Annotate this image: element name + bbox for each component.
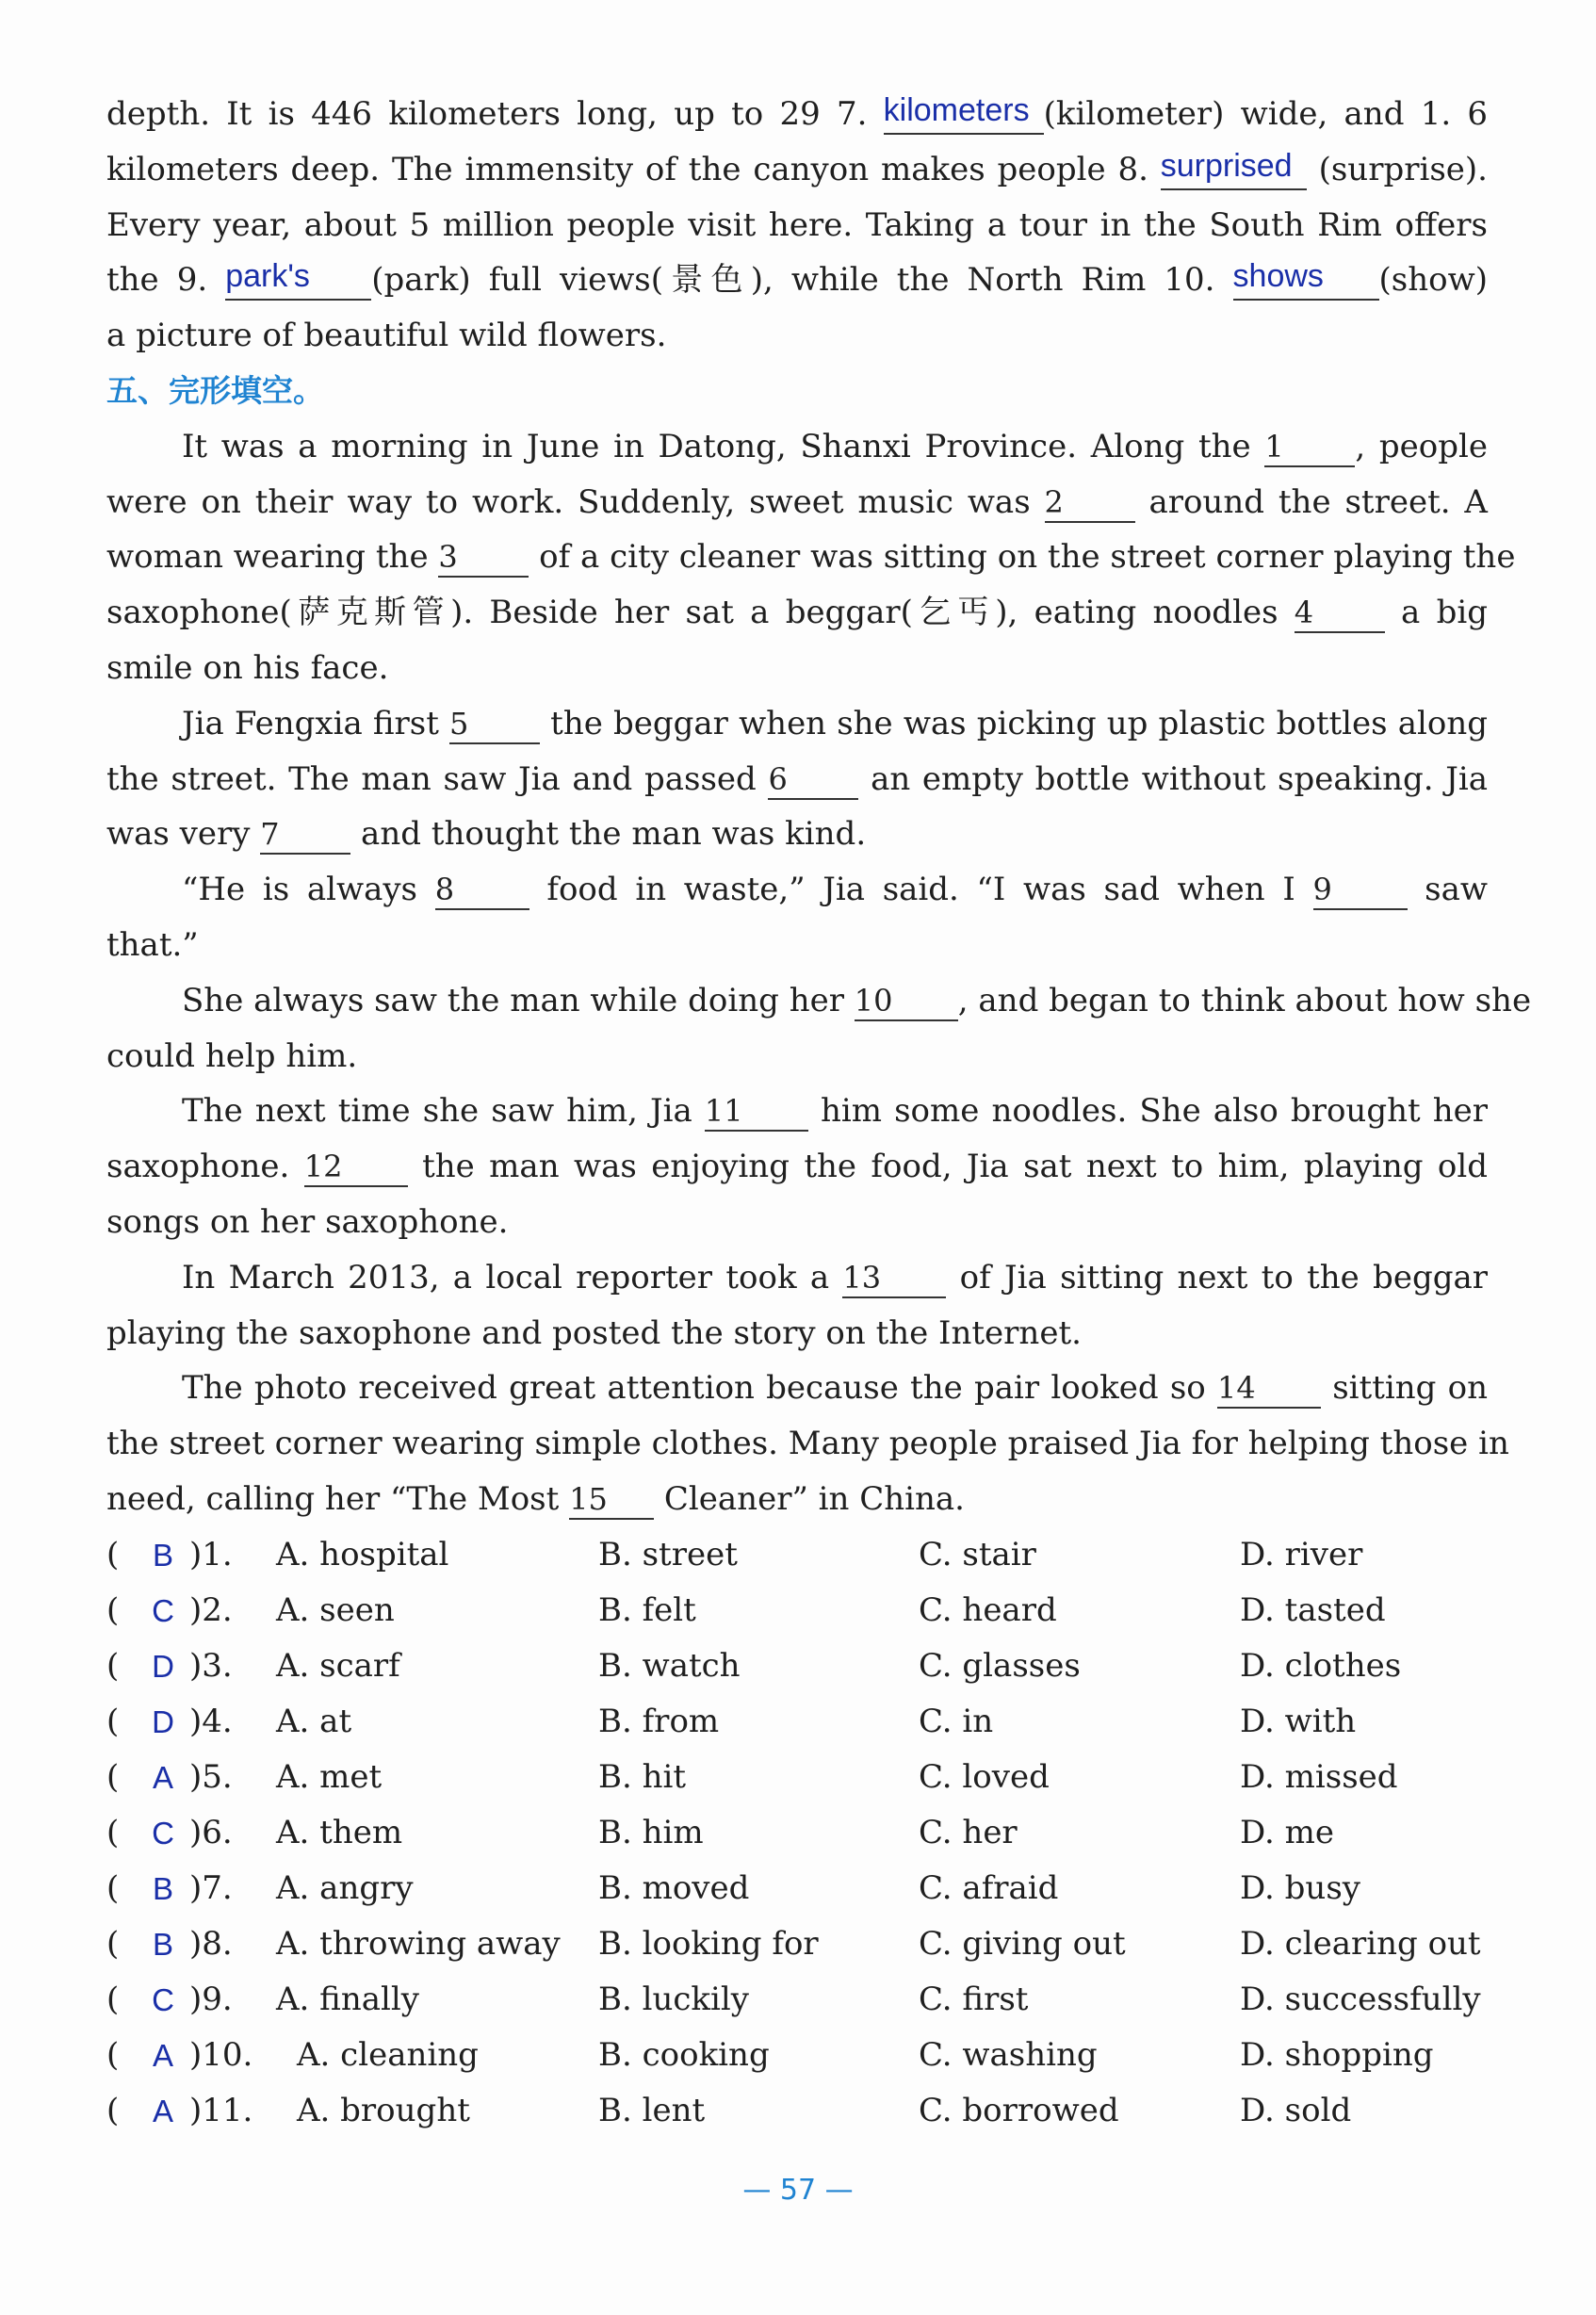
answer-letter: C (152, 1592, 174, 1628)
cloze-blank-4: 4 (1295, 594, 1385, 633)
option-d: D. me (1240, 1813, 1335, 1851)
answer-letter: C (152, 1815, 174, 1850)
option-a: A. cleaning (297, 2035, 479, 2074)
option-c: C. glasses (919, 1646, 1081, 1685)
cloze-blank-2: 2 (1045, 483, 1135, 523)
answer-blank-10[interactable]: shows (1233, 261, 1379, 301)
option-d: D. successfully (1240, 1980, 1481, 2018)
passage-line-4: the 9. park's (park) full views(景色), while the North Rim 10. shows (show) (106, 258, 1488, 300)
option-b: B. lent (598, 2091, 706, 2129)
cloze-line: was very 7 and thought the man was kind. (106, 815, 867, 854)
answer-letter: A (152, 1759, 173, 1795)
answer-blank-8[interactable]: surprised (1161, 151, 1307, 190)
option-c: C. stair (919, 1535, 1036, 1573)
page-number: — 57 — (742, 2174, 854, 2207)
option-b: B. watch (598, 1646, 741, 1685)
question-row-6: ( C )6. A. them B. him C. her D. me (106, 1805, 1488, 1861)
cloze-line: saxophone(萨克斯管). Beside her sat a beggar(乞丐), eating noodles 4 a big (106, 594, 1488, 632)
option-d: D. shopping (1240, 2035, 1434, 2074)
option-b: B. luckily (598, 1980, 749, 2018)
option-b: B. looking for (598, 1924, 819, 1963)
answer-letter: B (152, 1870, 173, 1906)
question-row-2: ( C )2. A. seen B. felt C. heard D. tasted (106, 1583, 1488, 1638)
answer-letter: B (152, 1537, 173, 1573)
option-c: C. afraid (919, 1868, 1059, 1907)
passage-line-3: Every year, about 5 million people visit here. Taking a tour in the South Rim offers (106, 205, 1488, 244)
cloze-line: It was a morning in June in Datong, Shanxi Province. Along the 1 , people (182, 427, 1488, 465)
cloze-blank-7: 7 (260, 815, 350, 855)
cloze-line: the street. The man saw Jia and passed 6 an empty bottle without speaking. Jia (106, 759, 1488, 798)
cloze-blank-6: 6 (768, 760, 858, 800)
option-b: B. cooking (598, 2035, 770, 2074)
option-d: D. clothes (1240, 1646, 1402, 1685)
cloze-blank-13: 13 (842, 1259, 946, 1298)
answer-letter: A (152, 2093, 173, 2128)
option-b: B. hit (598, 1757, 687, 1796)
cloze-blank-11: 11 (705, 1092, 808, 1132)
cloze-line: woman wearing the 3 of a city cleaner was sitting on the street corner playing the (106, 538, 1516, 577)
cloze-line: She always saw the man while doing her 10 , and began to think about how she (182, 981, 1532, 1019)
answer-letter: B (152, 1926, 173, 1962)
cloze-line: could help him. (106, 1036, 358, 1075)
question-row-5: ( A )5. A. met B. hit C. loved D. missed (106, 1750, 1488, 1805)
option-c: C. first (919, 1980, 1029, 2018)
option-d: D. with (1240, 1702, 1357, 1740)
option-b: B. him (598, 1813, 704, 1851)
cloze-blank-5: 5 (449, 705, 540, 744)
cloze-blank-12: 12 (304, 1148, 408, 1187)
option-d: D. sold (1240, 2091, 1352, 2129)
option-b: B. from (598, 1702, 720, 1740)
option-d: D. tasted (1240, 1590, 1386, 1629)
section-title: 五、完形填空。 (106, 371, 324, 409)
cloze-line: Jia Fengxia first 5 the beggar when she was picking up plastic bottles along (182, 704, 1488, 742)
option-c: C. loved (919, 1757, 1050, 1796)
option-c: C. heard (919, 1590, 1057, 1629)
cloze-blank-3: 3 (438, 538, 529, 578)
option-a: A. throwing away (276, 1924, 561, 1963)
option-d: D. clearing out (1240, 1924, 1481, 1963)
question-row-3: ( D )3. A. scarf B. watch C. glasses D. clothes (106, 1638, 1488, 1694)
option-a: A. angry (276, 1868, 414, 1907)
answer-blank-7[interactable]: kilometers (884, 95, 1044, 135)
option-d: D. busy (1240, 1868, 1360, 1907)
cloze-blank-8: 8 (435, 871, 529, 910)
option-d: D. missed (1240, 1757, 1398, 1796)
cloze-line: The next time she saw him, Jia 11 him some noodles. She also brought her (182, 1092, 1488, 1131)
question-row-11: ( A )11. A. brought B. lent C. borrowed D. sold (106, 2083, 1488, 2139)
question-row-1: ( B )1. A. hospital B. street C. stair D. river (106, 1527, 1488, 1583)
option-c: C. in (919, 1702, 994, 1740)
passage-line-2: kilometers deep. The immensity of the canyon makes people 8. surprised (surprise). (106, 147, 1488, 188)
option-a: A. at (276, 1702, 352, 1740)
cloze-line: In March 2013, a local reporter took a 13 of Jia sitting next to the beggar (182, 1258, 1488, 1296)
option-b: B. moved (598, 1868, 750, 1907)
option-b: B. street (598, 1535, 738, 1573)
cloze-blank-10: 10 (855, 982, 958, 1021)
passage-line-1: depth. It is 446 kilometers long, up to 29 7. kilometers (kilometer) wide, and 1. 6 (106, 92, 1488, 133)
option-a: A. scarf (276, 1646, 400, 1685)
question-list (106, 1527, 1488, 2139)
page-content (106, 87, 1532, 2139)
cloze-line: playing the saxophone and posted the story on the Internet. (106, 1313, 1082, 1352)
option-c: C. borrowed (919, 2091, 1119, 2129)
option-a: A. hospital (276, 1535, 449, 1573)
answer-letter: D (152, 1704, 174, 1739)
option-a: A. finally (276, 1980, 419, 2018)
answer-letter: A (152, 2037, 173, 2073)
cloze-line: “He is always 8 food in waste,” Jia said. “I was sad when I 9 saw (182, 871, 1488, 909)
cloze-line: saxophone. 12 the man was enjoying the food, Jia sat next to him, playing old (106, 1148, 1488, 1186)
option-a: A. met (276, 1757, 383, 1796)
answer-blank-9[interactable]: park's (225, 261, 371, 301)
option-d: D. river (1240, 1535, 1363, 1573)
question-row-9: ( C )9. A. finally B. luckily C. first D. successfully (106, 1972, 1488, 2028)
cloze-line: that.” (106, 925, 199, 964)
answer-letter: D (152, 1648, 174, 1684)
cloze-line: The photo received great attention because the pair looked so 14 sitting on (182, 1369, 1488, 1408)
question-row-4: ( D )4. A. at B. from C. in D. with (106, 1694, 1488, 1750)
cloze-blank-15: 15 (569, 1480, 654, 1520)
cloze-line: songs on her saxophone. (106, 1202, 509, 1241)
option-a: A. seen (276, 1590, 395, 1629)
answer-letter: C (152, 1981, 174, 2017)
option-a: A. brought (297, 2091, 470, 2129)
question-row-8: ( B )8. A. throwing away B. looking for C. giving out D. clearing out (106, 1916, 1488, 1972)
question-row-7: ( B )7. A. angry B. moved C. afraid D. busy (106, 1861, 1488, 1916)
option-a: A. them (276, 1813, 403, 1851)
cloze-line: need, calling her “The Most 15 Cleaner” in China. (106, 1479, 965, 1518)
cloze-line: the street corner wearing simple clothes. Many people praised Jia for helping those in (106, 1425, 1509, 1463)
passage-line-5: a picture of beautiful wild flowers. (106, 317, 667, 355)
cloze-blank-9: 9 (1313, 871, 1408, 910)
cloze-line: smile on his face. (106, 648, 389, 687)
cloze-blank-1: 1 (1264, 428, 1355, 467)
option-b: B. felt (598, 1590, 696, 1629)
cloze-blank-14: 14 (1217, 1369, 1321, 1409)
question-row-10: ( A )10. A. cleaning B. cooking C. washing D. shopping (106, 2028, 1488, 2083)
option-c: C. washing (919, 2035, 1098, 2074)
option-c: C. giving out (919, 1924, 1126, 1963)
cloze-line: were on their way to work. Suddenly, sweet music was 2 around the street. A (106, 482, 1488, 521)
option-c: C. her (919, 1813, 1018, 1851)
